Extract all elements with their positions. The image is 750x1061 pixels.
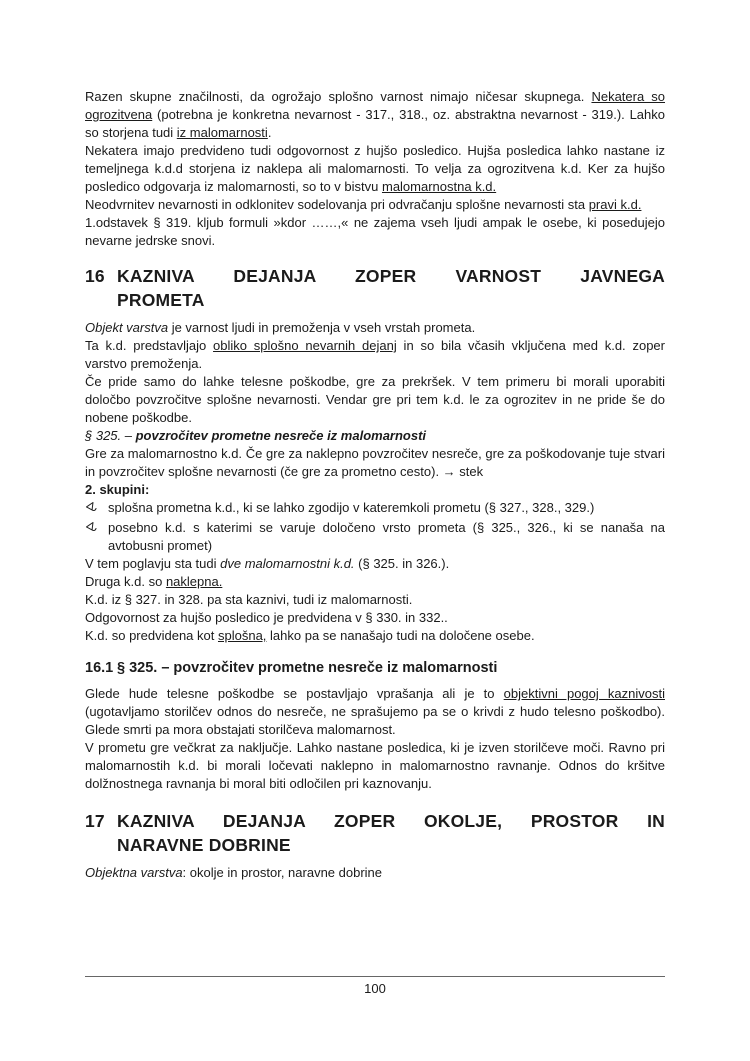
text-run: (potrebna je konkretna nevarnost - 317., 318., oz. abstraktna nevarnost - 319.). Lahko so storjena tudi bbox=[85, 107, 665, 140]
text-run: Objektna varstva bbox=[85, 865, 183, 880]
text-run: Nekatera so ogrozitvena bbox=[85, 89, 665, 122]
paragraph bbox=[85, 591, 665, 609]
paragraph bbox=[85, 319, 665, 337]
text-run: Objekt varstva bbox=[85, 320, 169, 335]
heading-line: KAZNIVA DEJANJA ZOPER OKOLJE, PROSTOR IN bbox=[117, 811, 665, 831]
heading-line: NARAVNE DOBRINE bbox=[117, 835, 291, 855]
text-run: (§ 325. in 326.). bbox=[354, 556, 450, 571]
section-number: 16.1 bbox=[85, 660, 114, 676]
page-footer bbox=[85, 976, 665, 998]
heading-line: KAZNIVA DEJANJA ZOPER VARNOST JAVNEGA bbox=[117, 266, 665, 286]
paragraph bbox=[85, 337, 665, 373]
text-run: 2. skupini: bbox=[85, 482, 150, 497]
paragraph bbox=[85, 739, 665, 793]
text-run: V prometu gre večkrat za naključje. Lahko nastane posledica, ki je izven storilčeve moči. Ravno pri malomarnostih k.d. bi morali ločevati naklepno in malomarnostno ravnanje. Odnos do kršitve dolžnostnega ravnanja bi moral biti odločilen pri kaznovanju. bbox=[85, 740, 665, 791]
text-run: Druga k.d. so bbox=[85, 574, 166, 589]
text-run: in so bila včasih vključena med k.d. zoper varstvo premoženja. bbox=[85, 338, 665, 371]
paragraph bbox=[85, 864, 665, 882]
text-run: Neodvrnitev nevarnosti in odklonitev sodelovanja pri odvračanju splošne nevarnosti sta bbox=[85, 197, 589, 212]
paragraph bbox=[85, 88, 665, 142]
paragraph bbox=[85, 555, 665, 573]
text-run: objektivni pogoj kaznivosti bbox=[503, 686, 665, 701]
text-run: (ugotavljamo storilčev odnos do nesreče, ne sprašujemo pa se o krivdi z hudo telesno poškodbo). Glede smrti pa mora obstajati storilčeva malomarnost. bbox=[85, 704, 665, 737]
paragraph bbox=[85, 214, 665, 250]
section-16-heading bbox=[85, 264, 665, 312]
paragraph bbox=[85, 427, 665, 445]
text-run: malomarnostna k.d. bbox=[381, 179, 497, 194]
text-run: Gre za malomarnostno k.d. Če gre za naklepno povzročitev nesreče, gre za poškodovanje tuje stvari in povzročitev splošne nevarnosti (če gre za prometno cesto). bbox=[85, 446, 665, 479]
list-item-text: posebno k.d. s katerimi se varuje določeno vrsto prometa (§ 325., 326., ki se nanaša na avtobusni promet) bbox=[108, 520, 665, 553]
text-run: Odgovornost za hujšo posledico je predvidena v § 330. in 332.. bbox=[85, 610, 448, 625]
text-run: dve malomarnostni k.d. bbox=[220, 556, 355, 571]
text-run: je varnost ljudi in premoženja v vseh vrstah prometa. bbox=[168, 320, 476, 335]
text-run: Če pride samo do lahke telesne poškodbe, gre za prekršek. V tem primeru bi morali uporabiti določbo povzročitve splošne nevarnosti. Vendar gre pri tem k.d. le za ogrozitev in ne pride še do nobene poškodbe. bbox=[85, 374, 665, 425]
text-run: stek bbox=[455, 464, 484, 479]
list-item-text: splošna prometna k.d., ki se lahko zgodijo v kateremkoli prometu (§ 327., 328., 329.) bbox=[108, 500, 595, 515]
text-run: Glede hude telesne poškodbe se postavljajo vprašanja ali je to bbox=[85, 686, 504, 701]
curved-arrow-bullet-icon bbox=[85, 499, 108, 519]
paragraph bbox=[85, 142, 665, 196]
right-arrow-icon: → bbox=[442, 464, 456, 479]
list-item bbox=[85, 499, 665, 519]
text-run: lahko pa se nanašajo tudi na določene osebe. bbox=[266, 628, 535, 643]
paragraph bbox=[85, 445, 665, 481]
section-title bbox=[117, 809, 665, 857]
bullet-list bbox=[85, 499, 665, 555]
paragraph bbox=[85, 373, 665, 427]
page-number: 100 bbox=[364, 981, 386, 996]
text-run: . bbox=[267, 125, 272, 140]
section-title bbox=[117, 264, 665, 312]
page-content bbox=[85, 88, 665, 882]
text-run: K.d. iz § 327. in 328. pa sta kaznivi, tudi iz malomarnosti. bbox=[85, 592, 413, 607]
section-number: 17 bbox=[85, 811, 105, 831]
text-run: obliko splošno nevarnih dejanj bbox=[213, 338, 397, 353]
paragraph bbox=[85, 685, 665, 739]
paragraph bbox=[85, 627, 665, 645]
text-run: splošna, bbox=[217, 628, 267, 643]
text-run: Ta k.d. predstavljajo bbox=[85, 338, 214, 353]
text-run: iz malomarnosti bbox=[176, 125, 268, 140]
list-item bbox=[85, 519, 665, 555]
section-title: § 325. – povzročitev prometne nesreče iz malomarnosti bbox=[117, 660, 498, 676]
text-run: Nekatera imajo predvideno tudi odgovornost z hujšo posledico. Hujša posledica lahko nastane iz temeljnega k.d.d storjena iz naklepa ali malomarnosti. To velja za ogrozitvena k.d. Ker za hujšo posledico odgovarja iz malomarnosti, so to v bistvu bbox=[85, 143, 665, 194]
paragraph bbox=[85, 573, 665, 591]
text-run: § 325. – bbox=[85, 428, 136, 443]
section-number: 16 bbox=[85, 266, 105, 286]
heading-line: PROMETA bbox=[117, 290, 205, 310]
text-run: Razen skupne značilnosti, da ogrožajo splošno varnost nimajo ničesar skupnega. bbox=[85, 89, 592, 104]
text-run: naklepna. bbox=[165, 574, 223, 589]
paragraph bbox=[85, 196, 665, 214]
text-run: pravi k.d. bbox=[588, 197, 642, 212]
text-run: V tem poglavju sta tudi bbox=[85, 556, 221, 571]
curved-arrow-bullet-icon bbox=[85, 519, 108, 555]
paragraph bbox=[85, 609, 665, 627]
text-run: 1.odstavek § 319. kljub formuli »kdor ……,« ne zajema vseh ljudi ampak le osebe, ki posedujejo nevarne jedrske snovi. bbox=[85, 215, 665, 248]
text-run: K.d. so predvidena kot bbox=[85, 628, 218, 643]
section-16-1-heading bbox=[85, 658, 665, 678]
text-run: povzročitev prometne nesreče iz malomarnosti bbox=[135, 428, 427, 443]
section-17-heading bbox=[85, 809, 665, 857]
text-run: : okolje in prostor, naravne dobrine bbox=[182, 865, 383, 880]
list-intro bbox=[85, 481, 665, 499]
